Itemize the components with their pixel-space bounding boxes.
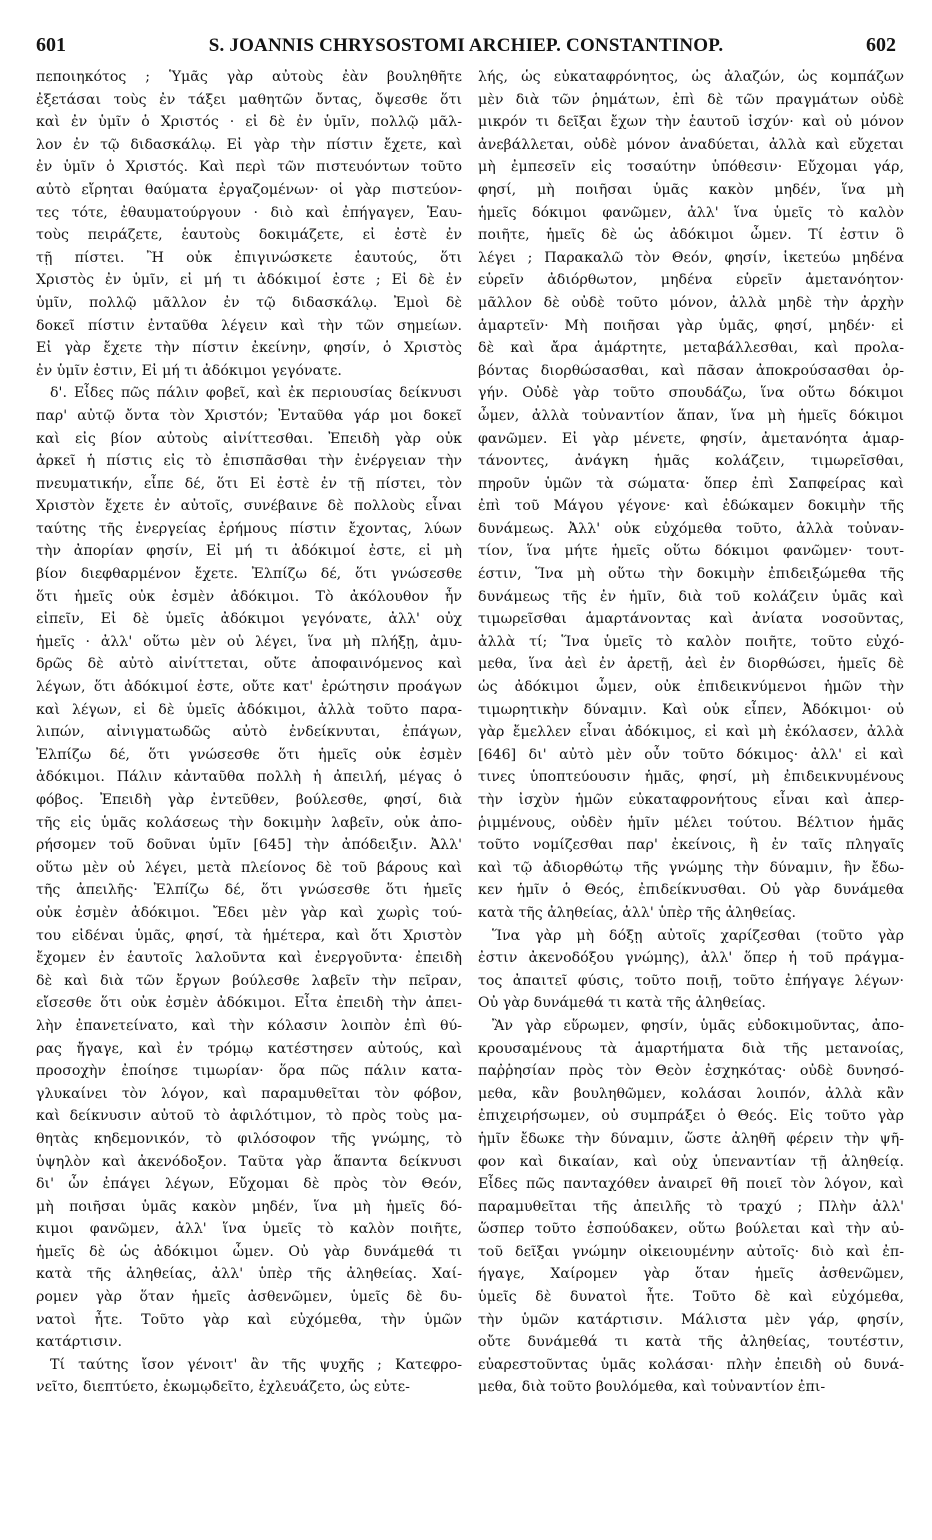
text-line: μικρόν τι δεῖξαι ἔχων τὴν ἑαυτοῦ ἰσχύν· καὶ οὐ μόνον xyxy=(478,114,904,131)
text-line: ὅτι ἡμεῖς οὐκ ἐσμὲν ἀδόκιμοι. Τὸ ἀκόλουθον ἦν xyxy=(36,588,462,605)
text-line: ῥιμμένους, οὐδὲν ἡμῖν μέλει τούτου. Βέλτιον ἡμᾶς xyxy=(478,814,904,831)
text-line: φησί, μὴ ποιῆσαι ὑμᾶς κακὸν μηδέν, ἵνα μὴ xyxy=(478,181,904,198)
text-line: τὴν ἰσχὺν ἡμῶν εὐκαταφρονήτους εἶναι καὶ ἀπερ- xyxy=(478,792,904,808)
text-line: τοὺς πειράζετε, ἑαυτοὺς δοκιμάζετε, εἰ ἐστὲ ἐν xyxy=(36,227,462,244)
text-line: κατάρτισιν. xyxy=(36,1334,123,1351)
text-line: βόντας διορθώσασθαι, καὶ πᾶσαν ἀποκρούσασθαι ὀρ- xyxy=(478,362,904,379)
text-line: δὲ καὶ ἄρα ἁμάρτητε, μεταβάλλεσθαι, καὶ προλα- xyxy=(478,340,904,357)
text-line: βίον διεφθαρμένον ἔχετε. Ἐλπίζω δέ, ὅτι γνώσεσθε xyxy=(36,566,462,583)
text-line: λὴν ἐπανετείνατο, καὶ τὴν κόλασιν λοιπὸν ἐπὶ θύ- xyxy=(36,1017,462,1034)
text-line: κρουσαμένους τὰ ἁμαρτήματα διὰ τῆς μετανοίας, xyxy=(478,1040,904,1057)
text-line: τῆς εἰς ὑμᾶς κολάσεως τὴν δοκιμὴν λαβεῖν, οὐκ ἀπο- xyxy=(36,814,462,831)
text-line: εἴσεσθε ὅτι οὐκ ἐσμὲν ἀδόκιμοι. Εἶτα ἐπειδὴ τὴν ἀπει- xyxy=(36,995,462,1012)
text-line: λής, ὡς εὐκαταφρόνητος, ὡς ἀλαζών, ὡς κομπάζων xyxy=(478,69,904,85)
text-line: τιμωρητικὴν δύναμιν. Καὶ οὐκ εἶπεν, Ἀδόκιμοι· οὐ xyxy=(478,701,904,718)
text-line: ἀρκεῖ ἡ πίστις εἰς τὸ ἐπισπᾶσθαι τὴν ἐνέργειαν τὴν xyxy=(36,453,462,470)
text-line: τιμωρεῖσθαι ἁμαρτάνοντας καὶ ἀνίατα νοσοῦντας, xyxy=(478,611,904,628)
text-line: ἐν ὑμῖν ἐστιν, Εἰ μή τι ἀδόκιμοι γεγόνατε. xyxy=(36,362,342,379)
text-line: μεθα, ἵνα ἀεὶ ἐν ἀρετῇ, ἀεὶ ἐν διορθώσει, ἡμεῖς δὲ xyxy=(478,656,904,673)
text-line: κιμοι φανῶμεν, ἀλλ' ἵνα ὑμεῖς τὸ καλὸν ποιῆτε, xyxy=(36,1221,462,1238)
text-line: κεν ἡμῖν ὁ Θεός, ἐπιδείκνυσθαι. Οὐ γὰρ δυνάμεθα xyxy=(478,882,904,899)
text-line: παραμυθεῖται τῆς ἀπειλῆς τὸ τραχύ ; Πλὴν ἀλλ' xyxy=(478,1198,904,1215)
text-line: λιπών, αἰνιγματωδῶς αὐτὸ ἐνδείκνυται, ἐπάγων, xyxy=(36,724,462,741)
text-line: ἀδόκιμοι. Πάλιν κἀνταῦθα πολλὴ ἡ ἀπειλή, μέγας ὁ xyxy=(36,769,462,786)
text-line: Οὐ γὰρ δυνάμεθά τι κατὰ τῆς ἀληθείας. xyxy=(478,995,766,1012)
text-line: νατοὶ ἦτε. Τοῦτο γὰρ καὶ εὐχόμεθα, τὴν ὑμῶν xyxy=(36,1311,462,1328)
text-line: οὕτω μὲν οὐ λέγει, μετὰ πλείονος δὲ τοῦ βάρους καὶ xyxy=(36,859,462,876)
page-number-left: 601 xyxy=(36,34,66,56)
text-line: ὑμεῖς δὲ δυνατοὶ ἦτε. Τοῦτο δὲ καὶ εὐχόμεθα, xyxy=(478,1289,904,1306)
text-line: γήν. Οὐδὲ γὰρ τοῦτο σπουδάζω, ἵνα οὕτω δόκιμοι xyxy=(478,385,904,402)
text-line: τὴν ὑμῶν κατάρτισιν. Μάλιστα μὲν γάρ, φησίν, xyxy=(478,1311,904,1328)
text-line: ἡμεῖς δὲ ὡς ἀδόκιμοι ὦμεν. Οὐ γὰρ δυνάμεθά τι xyxy=(36,1243,462,1260)
text-line: ἡμεῖς · ἀλλ' οὕτω μὲν οὐ λέγει, ἵνα μὴ πλήξῃ, ἀμυ- xyxy=(36,633,462,650)
text-line: τῇ πίστει. Ἢ οὐκ ἐπιγινώσκετε ἑαυτούς, ὅτι xyxy=(36,249,462,266)
text-line: ὦμεν, ἀλλὰ τοὐναντίον ἅπαν, ἵνα μὴ ἡμεῖς δόκιμοι xyxy=(478,407,904,424)
text-line: ἀνεβάλλεται, οὐδὲ μόνον ἀναδύεται, ἀλλὰ καὶ εὔχεται xyxy=(478,136,904,153)
text-line: τίον, ἵνα μήτε ἡμεῖς οὕτω δόκιμοι φανῶμεν· τουτ- xyxy=(478,543,904,560)
text-line: καὶ λέγων, εἰ δὲ ὑμεῖς ἀδόκιμοι, ἀλλὰ τοῦτο παρα- xyxy=(36,701,462,718)
text-line: καὶ ἐν ὑμῖν ὁ Χριστός · εἰ δὲ ἐν ὑμῖν, πολλῷ μᾶλ- xyxy=(36,114,462,131)
text-line: ἀλλὰ τί; Ἵνα ὑμεῖς τὸ καλὸν ποιῆτε, τοῦτο εὐχό- xyxy=(478,633,904,650)
text-line: ρομεν γὰρ ὅταν ἡμεῖς ἀσθενῶμεν, ὑμεῖς δὲ δυ- xyxy=(36,1289,462,1306)
text-line: [646] δι' αὐτὸ μὲν οὖν τοῦτο δόκιμος· ἀλλ' εἰ καὶ xyxy=(478,746,904,763)
text-line: Χριστὸν ἔχετε ἐν αὐτοῖς, συνέβαινε δὲ πολλοὺς εἶναι xyxy=(36,498,462,515)
text-line: δρῶς δὲ αὐτὸ αἰνίττεται, οὔτε ἀποφαινόμενος καὶ xyxy=(36,656,462,673)
text-line: τὴν ἀπορίαν φησίν, Εἰ μή τι ἀδόκιμοί ἐστε, εἰ μὴ xyxy=(36,543,462,560)
text-line: λον ἐν τῷ διδασκάλῳ. Εἰ γὰρ τὴν πίστιν ἔχετε, καὶ xyxy=(36,136,462,153)
text-line: προσοχὴν ἐποίησε τιμωρίαν· ὅρα πῶς πάλιν κατα- xyxy=(36,1063,462,1080)
text-line: λέγων, ὅτι ἀδόκιμοί ἐστε, οὔτε κατ' ἐρώτησιν προάγων xyxy=(36,679,462,696)
text-line: φον καὶ δικαίαν, καὶ οὐχ ὑπεναντίαν τῇ ἀληθείᾳ. xyxy=(478,1153,904,1170)
text-line: μὴ ἐμπεσεῖν εἰς τοσαύτην ὑπόθεσιν· Εὔχομαι γάρ, xyxy=(478,159,904,176)
text-line: λέγει ; Παρακαλῶ τὸν Θεόν, φησίν, ἱκετεύω μηδένα xyxy=(478,249,904,266)
text-line: γλυκαίνει τὸν λόγον, καὶ παραμυθεῖται τὸν φόβον, xyxy=(36,1085,462,1102)
text-line: Ἂν γὰρ εὕρωμεν, φησίν, ὑμᾶς εὐδοκιμοῦντας, ἀπο- xyxy=(492,1017,904,1034)
text-line: ἐν ὑμῖν ὁ Χριστός. Καὶ περὶ τῶν πιστευόντων τοῦτο xyxy=(36,159,462,176)
text-line: αὐτὸ εἴρηται θαύματα ἐργαζομένων· οἱ γὰρ πιστεύον- xyxy=(36,181,462,198)
text-line: ἐπιχειρήσωμεν, οὐ συμπράξει ὁ Θεός. Εἰς τοῦτο γὰρ xyxy=(478,1108,904,1125)
text-line: ήγαγε, Χαίρομεν γὰρ ὅταν ἡμεῖς ἀσθενῶμεν, xyxy=(478,1266,904,1283)
text-line: Τί ταύτης ἴσον γένοιτ' ἂν τῆς ψυχῆς ; Κατεφρο- xyxy=(50,1356,462,1373)
text-line: έστιν, Ἵνα μὴ οὕτω τὴν δοκιμὴν ἐπιδειξώμεθα τῆς xyxy=(478,566,904,583)
text-line: θητὰς κηδεμονικόν, τὸ φιλόσοφον τῆς γνώμης, τὸ xyxy=(36,1130,462,1147)
right-column xyxy=(478,66,904,1399)
text-line: ἐξετάσαι τοὺς ἐν τάξει μαθητῶν ὄντας, ὄψεσθε ὅτι xyxy=(36,91,462,108)
text-line: ἁμαρτεῖν· Μὴ ποιῆσαι γὰρ ὑμᾶς, φησί, μηδέν· εἰ xyxy=(478,317,904,334)
text-line: ταύτης τῆς ἐνεργείας ἐρήμους πίστιν ἔχοντας, λύων xyxy=(36,520,462,537)
text-line: δι' ὧν ἐπάγει λέγων, Εὔχομαι δὲ πρὸς τὸν Θεόν, xyxy=(36,1176,462,1193)
text-line: μᾶλλον δὲ οὐδὲ τοῦτο μόνον, ἀλλὰ μηδὲ τὴν ἀρχὴν xyxy=(478,294,904,311)
text-line: τοῦτο νομίζεσθαι παρ' ἐκείνοις, ἢ ἐν ταῖς πληγαῖς xyxy=(478,837,904,854)
text-line: δυνάμεως τῆς ἐν ἡμῖν, διὰ τοῦ κολάζειν ὑμᾶς καὶ xyxy=(478,588,904,605)
text-line: μὲν διὰ τῶν ῥημάτων, ἐπὶ δὲ τῶν πραγμάτων οὐδὲ xyxy=(478,91,904,108)
text-line: κατὰ τῆς ἀληθείας, ἀλλ' ὑπὲρ τῆς ἀληθείας. Χαί- xyxy=(36,1266,462,1283)
left-column xyxy=(36,66,462,1399)
text-line: τάνοντες, ἀνάγκη ἡμᾶς κολάζειν, τιμωρεῖσθαι, xyxy=(478,453,904,470)
text-line: οὐκ ἐσμὲν ἀδόκιμοι. Ἔδει μὲν γὰρ καὶ χωρὶς τού- xyxy=(36,904,462,921)
text-line: τος ἀπαιτεῖ φύσις, τοῦτο ποιῇ, τοῦτο ἐπήγαγε λέγων· xyxy=(478,972,904,989)
text-line: δ'. Εἶδες πῶς πάλιν φοβεῖ, καὶ ἐκ περιουσίας δείκνυσι xyxy=(50,385,462,402)
text-line: παῤῥησίαν πρὸς τὸν Θεὸν ἐσχηκότας· οὐδὲ δυνησό- xyxy=(478,1063,904,1080)
text-line: μὴ ποιῆσαι ὑμᾶς κακὸν μηδέν, ἵνα μὴ ἡμεῖς δό- xyxy=(36,1198,462,1215)
text-line: ἡμεῖς δόκιμοι φανῶμεν, ἀλλ' ἵνα ὑμεῖς τὸ καλὸν xyxy=(478,204,904,221)
text-line: ὡς ἀδόκιμοι ὦμεν, οὐκ ἐπιδεικνύμενοι ἡμῶν τὴν xyxy=(478,679,904,696)
text-line: καὶ τῷ ἀδιορθώτῳ τῆς γνώμης τὴν δύναμιν, ἣν ἔδω- xyxy=(478,859,904,876)
text-line: οὔτε δυνάμεθά τι κατὰ τῆς ἀληθείας, τουτέστιν, xyxy=(478,1334,904,1351)
text-line: Χριστὸς ἐν ὑμῖν, εἰ μή τι ἀδόκιμοί ἐστε ; Εἰ δὲ ἐν xyxy=(36,272,462,289)
text-line: μεθα, διὰ τοῦτο βουλόμεθα, καὶ τοὐναντίον ἐπι- xyxy=(478,1379,826,1396)
text-line: ρήσομεν τοῦ δοῦναι ὑμῖν [645] τὴν ἀπόδειξιν. Ἀλλ' xyxy=(36,837,462,854)
text-line: ὑμῖν, πολλῷ μᾶλλον ἐν τῷ διδασκάλῳ. Ἐμοὶ δὲ xyxy=(36,294,462,311)
text-line: ἡμῖν ἔδωκε τὴν δύναμιν, ὥστε ἀληθῆ φέρειν τὴν ψῆ- xyxy=(478,1130,904,1147)
text-line: δυνάμεως. Ἀλλ' οὐκ εὐχόμεθα τοῦτο, ἀλλὰ τοὐναν- xyxy=(478,520,904,537)
text-line: δοκεῖ πίστιν ἐνταῦθα λέγειν καὶ τὴν τῶν σημείων. xyxy=(36,317,462,334)
text-line: νεῖτο, διεπτύετο, ἐκωμῳδεῖτο, ἐχλευάζετο, ὡς εὐτε- xyxy=(36,1379,410,1396)
text-line: φανῶμεν. Εἰ γὰρ μένετε, φησίν, ἀμετανόητα ἁμαρ- xyxy=(478,430,904,447)
text-line: ἔχομεν ἐν ἑαυτοῖς λαλοῦντα καὶ ἐνεργοῦντα· ἐπειδὴ xyxy=(36,950,462,967)
text-line: ὑψηλὸν καὶ ἀκενόδοξον. Ταῦτα γὰρ ἅπαντα δείκνυσι xyxy=(36,1153,462,1170)
text-line: κατὰ τῆς ἀληθείας, ἀλλ' ὑπὲρ τῆς ἀληθείας. xyxy=(478,904,797,921)
running-title: S. JOANNIS CHRYSOSTOMI ARCHIEP. CONSTANTINOP. xyxy=(208,35,724,56)
text-line: τῆς ἀπειλῆς· Ἐλπίζω δέ, ὅτι γνώσεσθε ὅτι ἡμεῖς xyxy=(36,882,462,899)
page-number-right: 602 xyxy=(866,34,896,56)
text-line: γὰρ ἔμελλεν εἶναι ἀδόκιμος, εἰ καὶ μὴ ἐκόλασεν, ἀλλὰ xyxy=(478,724,904,741)
text-line: παρ' αὐτῷ ὄντα τὸν Χριστόν; Ἐνταῦθα γάρ μοι δοκεῖ xyxy=(36,407,462,424)
text-line: τοῦ δεῖξαι γνώμην οἰκειουμένην αὐτοῖς· διὸ καὶ ἐπ- xyxy=(478,1243,904,1260)
text-line: καὶ δείκνυσιν αὐτοῦ τὸ ἀφιλότιμον, τὸ πρὸς τοὺς μα- xyxy=(36,1108,462,1125)
text-line: εὐαρεστοῦντας ὑμᾶς κολάσαι· πλὴν ἐπειδὴ οὐ δυνά- xyxy=(478,1356,904,1373)
text-line: πνευματικήν, εἶπε δέ, ὅτι Εἰ ἐστὲ ἐν τῇ πίστει, τὸν xyxy=(36,475,462,492)
text-line: καὶ εἰς βίον αὐτοὺς αἰνίττεσθαι. Ἐπειδὴ γὰρ οὐκ xyxy=(36,430,462,447)
text-line: μεθα, κἂν βουληθῶμεν, κολάσαι λοιπόν, ἀλλὰ κἂν xyxy=(478,1085,904,1102)
text-line: Ἵνα γὰρ μὴ δόξῃ αὐτοῖς χαρίζεσθαι (τοῦτο γὰρ xyxy=(492,927,904,944)
text-line: του εἰδέναι ὑμᾶς, φησί, τὰ ἡμέτερα, καὶ ὅτι Χριστὸν xyxy=(36,927,462,944)
page-header xyxy=(36,34,896,58)
text-line: ρας ἤγαγε, καὶ ἐν τρόμῳ κατέστησεν αὐτούς, καὶ xyxy=(36,1040,462,1057)
text-line: πηροῦν ὑμῶν τὰ σώματα· ὅπερ ἐπὶ Σαπφείρας καὶ xyxy=(478,475,904,492)
text-line: εὑρεῖν ἀδιόρθωτον, μηδένα εὑρεῖν ἀμετανόητον· xyxy=(478,272,904,289)
text-line: τες τότε, ἐθαυματούργουν · διὸ καὶ ἐπήγαγεν, Ἑαυ- xyxy=(36,204,462,221)
text-line: εἰπεῖν, Εἰ δὲ ὑμεῖς ἀδόκιμοι γεγόνατε, ἀλλ' οὐχ xyxy=(36,611,462,628)
text-line: δὲ καὶ διὰ τῶν ἔργων βούλεσθε λαβεῖν τὴν πεῖραν, xyxy=(36,972,462,989)
text-line: ἐπὶ τοῦ Μάγου γέγονε· καὶ ἐδώκαμεν δοκιμὴν τῆς xyxy=(478,498,904,515)
text-line: τινες ὑποπτεύουσιν ἡμᾶς, φησί, μὴ ἐπιδεικνυμένους xyxy=(478,769,904,786)
text-line: πεποιηκότος ; Ὑμᾶς γὰρ αὐτοὺς ἐὰν βουληθῆτε xyxy=(36,69,462,85)
text-line: ἐστιν ἀκενοδόξου γνώμης), ἀλλ' ὅπερ ἡ τοῦ πράγμα- xyxy=(478,950,904,967)
text-line: Ἐλπίζω δέ, ὅτι γνώσεσθε ὅτι ἡμεῖς οὐκ ἐσμὲν xyxy=(36,746,462,763)
text-line: Εἶδες πῶς πανταχόθεν ἀναιρεῖ θῆ ποιεῖ τὸν λόγον, καὶ xyxy=(478,1176,904,1193)
text-line: ποιῆτε, ἡμεῖς δὲ ὡς ἀδόκιμοι ὦμεν. Τί ἐστιν ὃ xyxy=(478,227,904,244)
text-line: ὥσπερ τοῦτο ἐσπούδακεν, οὕτω βούλεται καὶ τὴν αὐ- xyxy=(478,1221,904,1238)
text-line: φόβος. Ἐπειδὴ γὰρ ἐντεῦθεν, βούλεσθε, φησί, διὰ xyxy=(36,792,462,808)
text-line: Εἰ γὰρ ἔχετε τὴν πίστιν ἐκείνην, φησίν, ὁ Χριστὸς xyxy=(36,340,462,357)
